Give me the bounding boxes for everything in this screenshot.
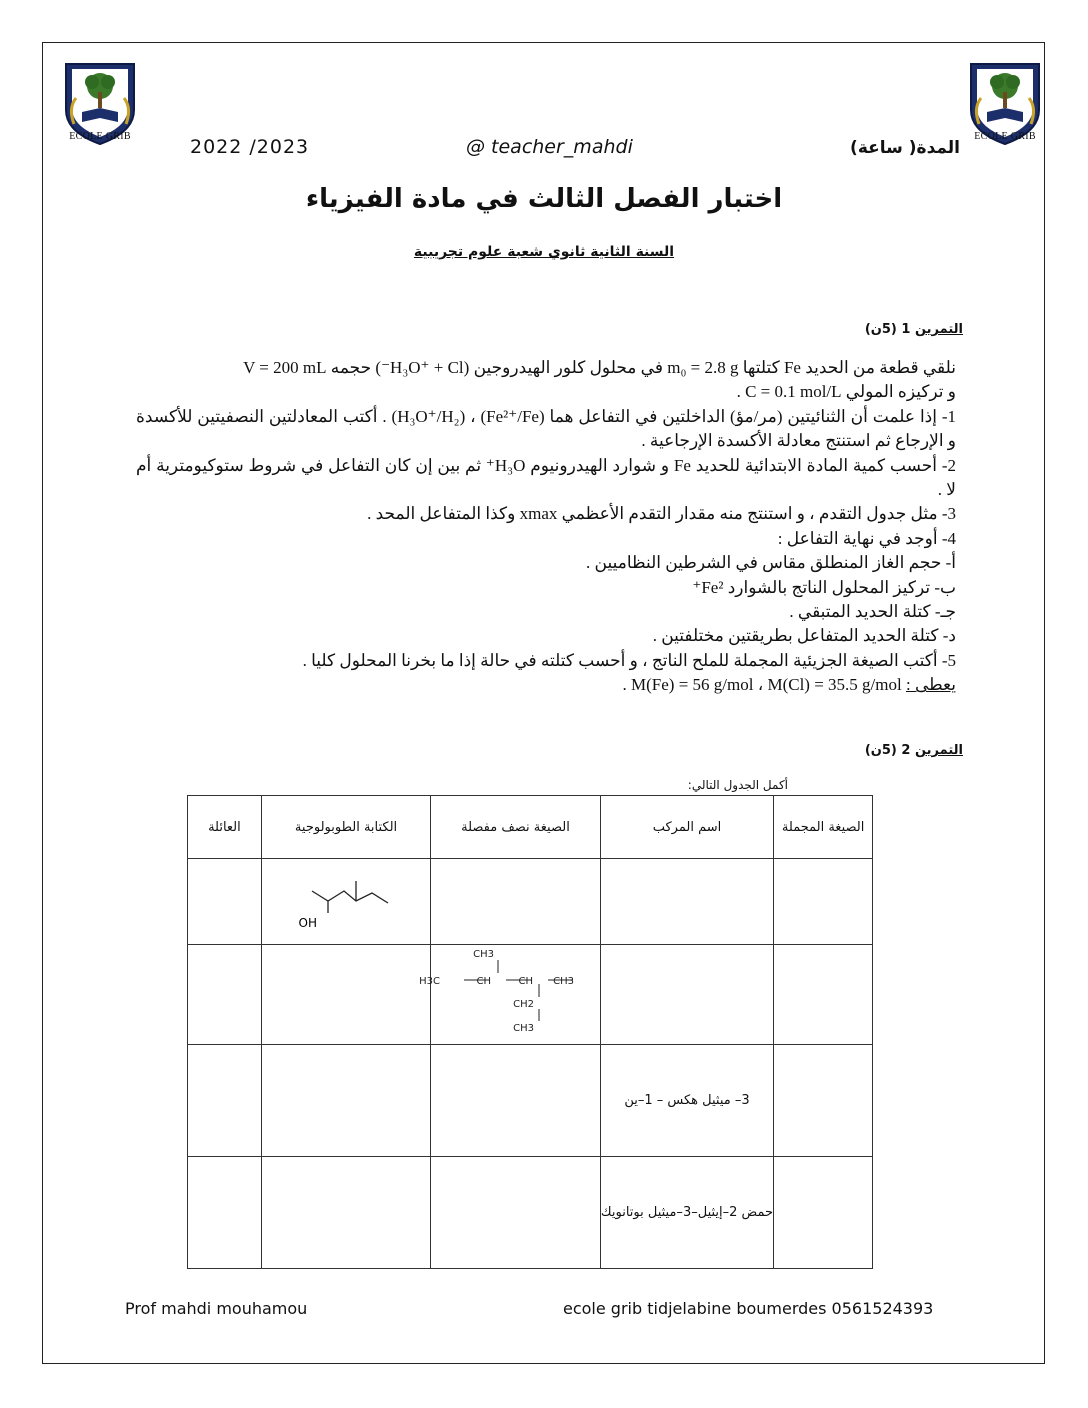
- exercise2-points: (5ن): [864, 743, 897, 758]
- exercise2-number: 2: [901, 743, 911, 758]
- exercise1-line: نلقي قطعة من الحديد Fe كتلتها m₀ = 2.8 g في محلول كلور الهيدروجين (H₃O⁺ + Cl⁻) حجمه V = 200 mL: [243, 358, 956, 377]
- header-semi-developed-formula: الصيغة نصف مفصلة: [431, 796, 600, 859]
- cell-topo[interactable]: [261, 1045, 430, 1157]
- ch-label-2: CH: [518, 976, 534, 987]
- cell-family[interactable]: [188, 859, 262, 945]
- ch3-top-label: CH3: [473, 949, 495, 960]
- ch-label-1: CH: [476, 976, 492, 987]
- cell-name[interactable]: [600, 859, 774, 945]
- header-topological-formula: الكتابة الطوبولوجية: [261, 796, 430, 859]
- exercise1-points: (5ن): [864, 322, 897, 337]
- ch2-label: CH2: [513, 999, 535, 1010]
- ch3-right-label: CH3: [553, 976, 575, 987]
- table-row: [188, 859, 873, 945]
- exercise1-body: [136, 356, 956, 698]
- teacher-account: @ teacher_mahdi: [466, 136, 633, 158]
- header-molecular-formula: الصيغة المجملة: [774, 796, 873, 859]
- cell-molecular[interactable]: [774, 859, 873, 945]
- table-row: [188, 945, 873, 1045]
- given-label: يعطى :: [905, 675, 956, 695]
- cell-topo[interactable]: [261, 945, 430, 1045]
- hydroxyl-label: OH: [298, 915, 318, 930]
- cell-topo[interactable]: [261, 1157, 430, 1269]
- footer-school-contact: ecole grib tidjelabine boumerdes 0561524393: [563, 1299, 934, 1318]
- cell-name[interactable]: [600, 945, 774, 1045]
- exercise1-line: 5- أكتب الصيغة الجزيئية المجملة للملح الناتج ، و أحسب كتلته في حالة إذا ما بخرنا المحلول كليا .: [302, 650, 956, 670]
- cell-semi: [419, 945, 600, 1045]
- exercise1-number: 1: [901, 322, 911, 337]
- subtitle-text: السنة الثانية ثانوي شعبة علوم تجريبية: [413, 244, 675, 260]
- exam-subtitle: [0, 244, 1088, 260]
- exercise2-label: التمرين: [914, 743, 963, 758]
- cell-family[interactable]: [188, 1157, 262, 1269]
- semi-developed-formula-drawing: [419, 945, 596, 1040]
- exercise1-line: 4- أوجد في نهاية التفاعل :: [777, 528, 956, 548]
- compounds-table: [187, 795, 873, 1269]
- exercise1-heading: [865, 322, 963, 337]
- header-compound-name: اسم المركب: [600, 796, 774, 859]
- table-row: [188, 1045, 873, 1157]
- given-values: M(Fe) = 56 g/mol ، M(Cl) = 35.5 g/mol .: [622, 675, 902, 695]
- duration-value: ( ساعة): [850, 138, 917, 158]
- exercise1-line: د- كتلة الحديد المتفاعل بطريقتين مختلفتين .: [652, 626, 956, 646]
- table-header-row: [188, 796, 873, 859]
- exercise1-line: أ- حجم الغاز المنطلق مقاس في الشرطين النظاميين .: [586, 553, 956, 573]
- exam-title: اختبار الفصل الثالث في مادة الفيزياء: [305, 184, 783, 214]
- cell-family[interactable]: [188, 945, 262, 1045]
- exercise1-line: و تركيزه المولي C = 0.1 mol/L .: [736, 382, 956, 402]
- exercise1-line: 1- إذا علمت أن الثنائيتين (مر/مؤ) الداخلتين في التفاعل هما (Fe²⁺/Fe) ، (H₃O⁺/H₂) . أكتب المعادلتين النصفيتين للأكسدة و الإرجاع ثم استنتج معادلة الأكسدة الإرجاعية .: [136, 406, 957, 451]
- cell-semi[interactable]: [431, 859, 600, 945]
- school-name-left: ECOLE GRIB: [69, 131, 131, 142]
- exam-duration: [850, 138, 960, 158]
- duration-label: المدة: [916, 138, 960, 158]
- cell-topo: [261, 859, 430, 945]
- cell-name: حمض 2–إيثيل–3–ميثيل بوتانويك: [600, 1157, 774, 1269]
- table-instruction: أكمل الجدول التالي:: [687, 778, 788, 792]
- cell-semi[interactable]: [431, 1045, 600, 1157]
- exercise1-line: 3- مثل جدول التقدم ، و استنتج منه مقدار التقدم الأعظمي xmax وكذا المتفاعل المحد .: [367, 504, 956, 524]
- cell-family[interactable]: [188, 1045, 262, 1157]
- footer-teacher: Prof mahdi mouhamou: [125, 1299, 308, 1318]
- header-family: العائلة: [188, 796, 262, 859]
- exercise1-given: [136, 673, 956, 697]
- exercise2-heading: [865, 743, 963, 758]
- cell-molecular[interactable]: [774, 1157, 873, 1269]
- table-row: [188, 1157, 873, 1269]
- exercise1-line: 2- أحسب كمية المادة الابتدائية للحديد Fe و شوارد الهيدرونيوم H₃O⁺ ثم بين إن كان التفاعل في شروط ستوكيومترية أم لا .: [136, 455, 956, 500]
- cell-molecular[interactable]: [774, 945, 873, 1045]
- school-year: 2022 /2023: [190, 136, 310, 158]
- cell-molecular[interactable]: [774, 1045, 873, 1157]
- exercise1-line: جـ- كتلة الحديد المتبقي .: [789, 602, 956, 622]
- h3c-label: H3C: [419, 976, 441, 987]
- exercise1-label: التمرين: [914, 322, 963, 337]
- school-name-right: ECOLE GRIB: [974, 131, 1036, 142]
- exercise1-line: ب- تركيز المحلول الناتج بالشوارد Fe²⁺: [692, 577, 956, 597]
- ch3-bottom-label: CH3: [513, 1023, 535, 1034]
- skeletal-formula-drawing: [296, 865, 396, 935]
- cell-name: 3– ميثيل هكس – 1–ين: [600, 1045, 774, 1157]
- cell-semi[interactable]: [431, 1157, 600, 1269]
